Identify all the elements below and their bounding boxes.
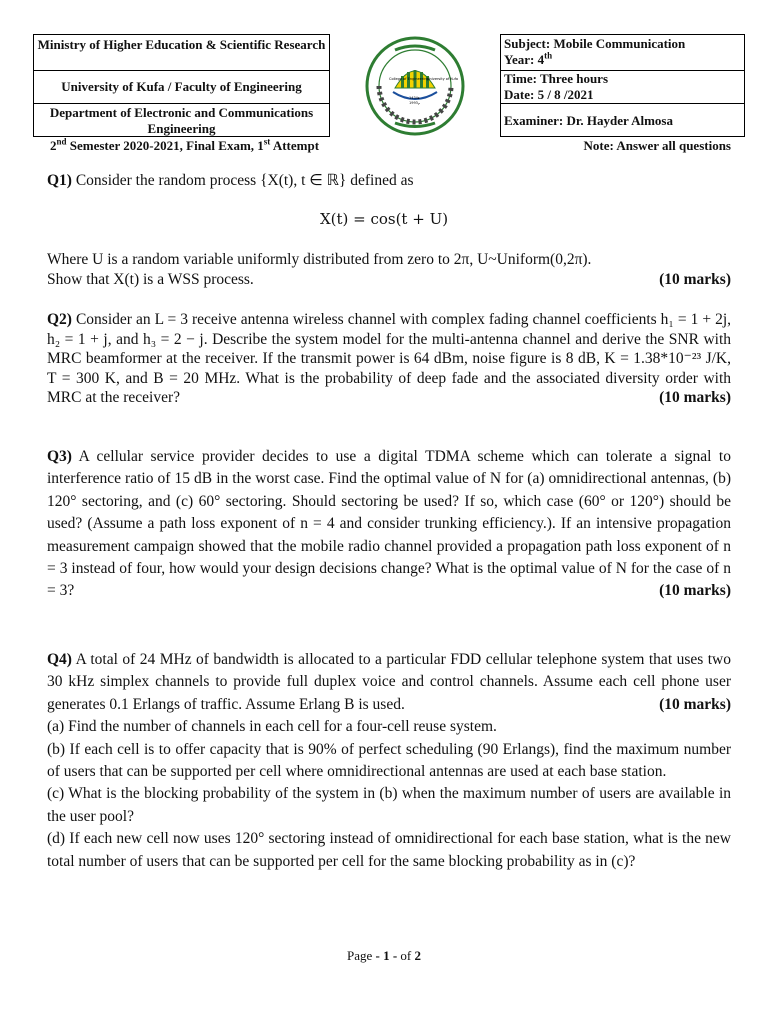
semester-sup: nd (56, 136, 67, 147)
question-2 (47, 310, 731, 408)
question-1-formula: X(t) = cos(t + U) (319, 210, 449, 228)
question-2-text: Consider an L = 3 receive antenna wireless channel with complex fading channel coefficients h₁ = 1 + 2j, h₂ = 1 + j, and h₃ = 2 − j. Describe the system model for the multi-antenna channel and derive the SNR with MRC beamformer at the receiver. If the transmit power is 64 dBm, noise figure is 8 dB, K = 1.38*10⁻²³ J/K, T = 300 K, and B = 20 MHz. What is the probability of deep fade and the associated diversity order with MRC at the receiver? (47, 311, 731, 406)
subject-text: Subject: Mobile Communication (504, 36, 686, 51)
semester-suffix: Attempt (270, 138, 320, 153)
semester-info (50, 138, 319, 154)
logo-text-right: University of Kufa (427, 77, 458, 81)
time-date-cell (500, 70, 745, 104)
question-4 (47, 649, 731, 873)
question-1-line3: Show that X(t) is a WSS process. (47, 270, 254, 288)
university-text: University of Kufa / Faculty of Engineering (61, 79, 302, 94)
subject-year-cell (500, 34, 745, 71)
question-1-number: Q1) (47, 172, 72, 189)
question-1-line1: Consider the random process {X(t), t ∈ ℝ} defined as (71, 172, 414, 189)
question-1-marks: (10 marks) (659, 270, 731, 288)
question-2-number: Q2) (47, 311, 72, 328)
exam-subheader (50, 138, 731, 154)
logo-year1: ﻫ1434 (409, 96, 420, 100)
question-4-text: A total of 24 MHz of bandwidth is allocated to a particular FDD cellular telephone system that uses two 30 kHz simplex channels to provide full duplex voice and control channels. Assume each cell phone user generates 0.1 Erlangs of traffic. Assume Erlang B is used. (47, 651, 731, 713)
department-text: Department of Electronic and Communications Engineering (49, 105, 314, 136)
page-total: 2 (414, 948, 422, 963)
examiner-text: Examiner: Dr. Hayder Almosa (504, 113, 673, 128)
page-suffix: of (397, 948, 415, 963)
question-4-number: Q4) (47, 651, 72, 668)
question-4-marks: (10 marks) (659, 695, 731, 713)
university-cell (33, 70, 330, 104)
examiner-cell (500, 103, 745, 137)
question-1-intro (47, 171, 731, 191)
question-4-part-c: (c) What is the blocking probability of the system in (b) when the maximum number of users are available in the user pool? (47, 785, 731, 825)
year-sup: th (544, 50, 553, 61)
ministry-cell (33, 34, 330, 71)
question-4-part-a: (a) Find the number of channels in each cell for a four-cell reuse system. (47, 718, 497, 736)
page-number: - 1 - (375, 948, 398, 963)
year-text (504, 52, 744, 68)
question-3-number: Q3) (47, 448, 72, 465)
semester-prefix: 2 (50, 138, 57, 153)
semester-sup2: st (263, 136, 271, 147)
question-3 (47, 446, 731, 603)
header-table (33, 34, 745, 137)
date-text: Date: 5 / 8 /2021 (504, 87, 594, 102)
ministry-text: Ministry of Higher Education & Scientific Research (37, 37, 326, 52)
question-2-marks: (10 marks) (659, 389, 731, 406)
logo-text-left: College of Engineering (389, 77, 429, 81)
question-4-part-d: (d) If each new cell now uses 120° sectoring instead of omnidirectional for each base station, what is the new total number of users that can be supported per cell for the same blocking probability as in (c)? (47, 830, 731, 870)
university-logo (365, 36, 465, 136)
time-text: Time: Three hours (504, 71, 609, 86)
page-prefix: Page (346, 948, 376, 963)
question-3-marks: (10 marks) (659, 582, 731, 600)
exam-note: Note: Answer all questions (583, 138, 731, 153)
question-1-body (47, 250, 731, 289)
question-4-part-b: (b) If each cell is to offer capacity that is 90% of perfect scheduling (90 Erlangs), find the maximum number of users that can be supported per cell where omnidirectional antennas are used at each base station. (47, 740, 731, 781)
question-3-text: A cellular service provider decides to use a digital TDMA scheme which can tolerate a signal to interference ratio of 15 dB in the worst case. Find the optimal value of N for (a) omnidirectional antennas, (b) 120° sectoring, and (c) 60° sectoring. Should sectoring be used? If so, which case (60° or 120°) should be used? (Assume a path loss exponent of n = 4 and consider trunking efficiency.). If an intensive propagation measurement campaign showed that the mobile radio channel provided a propagation path loss exponent of n = 3 instead of four, how would your design decisions change? What is the optimal value of N for the case of n = 3? (47, 448, 731, 600)
page-footer (0, 948, 768, 964)
department-cell (33, 103, 330, 137)
semester-mid: Semester 2020-2021, Final Exam, 1 (66, 138, 264, 153)
year-label: Year: 4 (504, 52, 545, 67)
logo-year2: 1993م (409, 101, 421, 105)
question-1-line2: Where U is a random variable uniformly distributed from zero to 2π, U~Uniform(0,2π). (47, 251, 592, 268)
